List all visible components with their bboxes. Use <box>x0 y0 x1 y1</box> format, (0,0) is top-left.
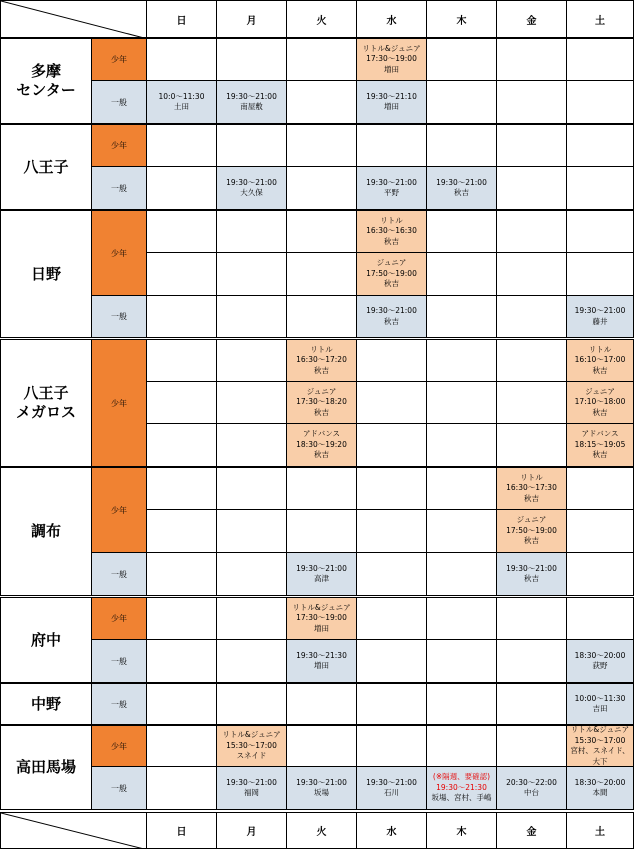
class-cell <box>497 553 567 596</box>
empty-cell <box>357 510 427 553</box>
empty-cell <box>357 424 427 467</box>
empty-cell <box>287 124 357 167</box>
empty-cell <box>427 81 497 124</box>
class-line: 10:00〜11:30 <box>574 693 626 703</box>
class-line: 荻野 <box>592 661 608 670</box>
class-line: 18:30〜20:00 <box>574 777 626 787</box>
empty-cell <box>217 253 287 296</box>
category-junior: 少年 <box>92 124 147 167</box>
empty-cell <box>217 339 287 382</box>
class-line: 17:30〜19:00 <box>296 613 347 623</box>
empty-cell <box>357 339 427 382</box>
class-cell <box>357 210 427 253</box>
class-cell <box>567 296 634 338</box>
empty-cell <box>567 467 634 510</box>
category-general: 一般 <box>92 767 147 810</box>
empty-cell <box>357 725 427 767</box>
empty-cell <box>427 597 497 640</box>
footer-day-6: 土 <box>567 812 634 849</box>
class-line: 藤井 <box>592 316 608 326</box>
class-cell <box>357 81 427 124</box>
empty-cell <box>287 81 357 124</box>
class-line: スネイド <box>236 751 267 761</box>
empty-cell <box>567 253 634 296</box>
empty-cell <box>357 124 427 167</box>
location-name: 中野 <box>0 683 92 725</box>
class-line: 19:30〜21:30 <box>436 782 487 792</box>
class-line: 18:15〜19:05 <box>574 439 626 449</box>
category-junior: 少年 <box>92 467 147 553</box>
empty-cell <box>287 725 357 767</box>
empty-cell <box>497 725 567 767</box>
empty-cell <box>147 467 217 510</box>
class-line: ジュニア <box>585 386 615 396</box>
class-line: リトル <box>310 344 333 354</box>
class-line: 秋吉 <box>592 365 608 375</box>
class-cell <box>567 683 634 725</box>
empty-cell <box>147 382 217 424</box>
class-line: リトル&ジュニア <box>292 602 351 612</box>
class-line: リトル <box>588 344 612 354</box>
class-cell <box>287 382 357 424</box>
class-line: 19:30〜21:10 <box>366 91 417 101</box>
location-name: 八王子 メガロス <box>0 339 92 467</box>
header-day-2: 火 <box>287 0 357 38</box>
header-corner <box>0 0 147 38</box>
empty-cell <box>497 253 567 296</box>
class-line: 秋吉 <box>314 450 329 460</box>
empty-cell <box>427 683 497 725</box>
category-general: 一般 <box>92 640 147 683</box>
class-line: 増田 <box>384 102 399 111</box>
empty-cell <box>147 597 217 640</box>
class-line: 19:30〜21:00 <box>226 177 277 187</box>
class-cell <box>497 467 567 510</box>
footer-corner <box>0 812 147 849</box>
class-cell <box>147 81 217 124</box>
category-junior: 少年 <box>92 339 147 467</box>
empty-cell <box>217 640 287 683</box>
class-line: 19:30〜21:00 <box>296 563 347 573</box>
class-cell <box>567 640 634 683</box>
empty-cell <box>567 167 634 210</box>
empty-cell <box>497 597 567 640</box>
class-cell <box>497 510 567 553</box>
empty-cell <box>427 382 497 424</box>
class-cell <box>567 725 634 767</box>
empty-cell <box>427 253 497 296</box>
footer-day-5: 金 <box>497 812 567 849</box>
class-line: リトル <box>380 215 403 225</box>
empty-cell <box>567 510 634 553</box>
empty-cell <box>287 296 357 338</box>
footer-day-0: 日 <box>147 812 217 849</box>
empty-cell <box>357 683 427 725</box>
class-line: 坂場、宮村、手嶋 <box>431 793 492 803</box>
class-cell <box>357 253 427 296</box>
empty-cell <box>217 553 287 596</box>
location-name: 多摩 センター <box>0 38 92 124</box>
class-line: 19:30〜21:00 <box>574 306 626 315</box>
empty-cell <box>427 640 497 683</box>
class-line: 15:30〜17:00 <box>574 735 626 745</box>
empty-cell <box>427 467 497 510</box>
empty-cell <box>497 296 567 338</box>
empty-cell <box>497 167 567 210</box>
class-line: 16:30〜17:20 <box>296 355 347 365</box>
empty-cell <box>567 38 634 81</box>
empty-cell <box>217 597 287 640</box>
class-line: リトル&ジュニア <box>222 730 281 740</box>
class-line: 秋吉 <box>592 450 608 460</box>
empty-cell <box>217 683 287 725</box>
header-day-0: 日 <box>147 0 217 38</box>
empty-cell <box>147 210 217 253</box>
empty-cell <box>357 640 427 683</box>
empty-cell <box>497 339 567 382</box>
class-line: ジュニア <box>376 258 407 268</box>
class-line: ジュニア <box>516 515 547 525</box>
category-general: 一般 <box>92 553 147 596</box>
class-cell <box>357 296 427 338</box>
diagonal-line <box>1 1 147 38</box>
class-line: 19:30〜21:00 <box>226 777 277 787</box>
class-line: 平野 <box>384 188 399 197</box>
category-general: 一般 <box>92 81 147 124</box>
empty-cell <box>567 81 634 124</box>
class-cell <box>287 767 357 810</box>
empty-cell <box>147 167 217 210</box>
class-line: 18:30〜19:20 <box>296 439 347 449</box>
empty-cell <box>427 296 497 338</box>
class-line: 大下 <box>592 756 608 766</box>
class-line: 吉田 <box>592 704 608 713</box>
empty-cell <box>217 382 287 424</box>
class-line: ジュニア <box>306 386 337 396</box>
empty-cell <box>147 640 217 683</box>
class-cell <box>427 767 497 810</box>
class-line: 秋吉 <box>314 407 329 417</box>
empty-cell <box>497 38 567 81</box>
class-line: 19:30〜21:00 <box>296 777 347 787</box>
class-line: 16:30〜16:30 <box>366 226 417 236</box>
class-line: 19:30〜21:00 <box>366 306 417 315</box>
empty-cell <box>567 597 634 640</box>
empty-cell <box>567 210 634 253</box>
class-line: 15:30〜17:00 <box>226 740 277 750</box>
location-name: 日野 <box>0 210 92 338</box>
class-cell <box>357 38 427 81</box>
class-line: 秋吉 <box>524 493 539 503</box>
empty-cell <box>357 597 427 640</box>
class-line: 17:50〜19:00 <box>366 268 417 278</box>
empty-cell <box>427 124 497 167</box>
class-cell <box>287 424 357 467</box>
footer-day-4: 木 <box>427 812 497 849</box>
class-line: 17:10〜18:00 <box>574 397 626 407</box>
class-line: (※隔週、要確認) <box>432 772 491 782</box>
empty-cell <box>217 38 287 81</box>
class-line: リトル <box>520 472 543 482</box>
class-line: 19:30〜21:00 <box>506 563 557 573</box>
empty-cell <box>497 424 567 467</box>
class-line: 19:30〜21:00 <box>366 777 417 787</box>
class-cell <box>567 767 634 810</box>
class-cell <box>357 767 427 810</box>
class-line: アドバンス <box>581 429 619 439</box>
empty-cell <box>497 81 567 124</box>
footer-day-1: 月 <box>217 812 287 849</box>
empty-cell <box>147 38 217 81</box>
empty-cell <box>427 339 497 382</box>
header-day-4: 木 <box>427 0 497 38</box>
location-name: 調布 <box>0 467 92 596</box>
class-cell <box>287 597 357 640</box>
empty-cell <box>147 510 217 553</box>
class-line: 増田 <box>384 64 399 74</box>
empty-cell <box>147 339 217 382</box>
class-cell <box>217 81 287 124</box>
empty-cell <box>287 210 357 253</box>
class-line: 土田 <box>174 102 189 111</box>
class-line: 増田 <box>314 661 329 670</box>
class-cell <box>497 767 567 810</box>
class-line: 秋吉 <box>314 365 329 375</box>
class-line: 19:30〜21:30 <box>296 650 347 660</box>
class-cell <box>217 167 287 210</box>
class-line: 20:30〜22:00 <box>506 777 557 787</box>
class-line: 坂場 <box>314 788 329 797</box>
class-line: 17:50〜19:00 <box>506 525 557 535</box>
empty-cell <box>497 382 567 424</box>
empty-cell <box>147 553 217 596</box>
class-cell <box>567 382 634 424</box>
class-line: 秋吉 <box>454 188 469 197</box>
class-line: 19:30〜21:00 <box>366 177 417 187</box>
empty-cell <box>217 467 287 510</box>
category-junior: 少年 <box>92 38 147 81</box>
class-line: 17:30〜19:00 <box>366 54 417 64</box>
class-line: 高津 <box>314 574 329 583</box>
category-junior: 少年 <box>92 210 147 296</box>
empty-cell <box>147 725 217 767</box>
empty-cell <box>427 210 497 253</box>
class-line: 福岡 <box>244 788 259 797</box>
class-line: リトル&ジュニア <box>362 43 421 53</box>
class-cell <box>217 767 287 810</box>
empty-cell <box>427 510 497 553</box>
class-line: 秋吉 <box>384 279 399 289</box>
empty-cell <box>217 124 287 167</box>
location-name: 高田馬場 <box>0 725 92 810</box>
empty-cell <box>357 467 427 510</box>
empty-cell <box>147 683 217 725</box>
class-cell <box>287 640 357 683</box>
class-line: 秋吉 <box>524 574 539 583</box>
header-day-3: 水 <box>357 0 427 38</box>
empty-cell <box>497 210 567 253</box>
class-line: 石川 <box>384 788 399 797</box>
class-cell <box>217 725 287 767</box>
class-cell <box>357 167 427 210</box>
header-day-6: 土 <box>567 0 634 38</box>
class-line: 秋吉 <box>592 407 608 417</box>
empty-cell <box>567 553 634 596</box>
class-line: 秋吉 <box>384 316 399 326</box>
class-cell <box>287 553 357 596</box>
empty-cell <box>287 467 357 510</box>
empty-cell <box>497 683 567 725</box>
empty-cell <box>357 382 427 424</box>
class-cell <box>287 339 357 382</box>
empty-cell <box>147 767 217 810</box>
diagonal-line <box>1 813 147 849</box>
class-line: 増田 <box>314 623 329 633</box>
header-day-5: 金 <box>497 0 567 38</box>
empty-cell <box>427 424 497 467</box>
empty-cell <box>567 124 634 167</box>
empty-cell <box>147 296 217 338</box>
class-line: 秋吉 <box>384 236 399 246</box>
class-line: 南屋敷 <box>240 102 263 111</box>
location-name: 府中 <box>0 597 92 683</box>
header-day-1: 月 <box>217 0 287 38</box>
class-line: リトル&ジュニア <box>570 725 630 734</box>
class-line: 18:30〜20:00 <box>574 650 626 660</box>
class-line: 本間 <box>592 788 608 797</box>
category-junior: 少年 <box>92 725 147 767</box>
class-cell <box>427 167 497 210</box>
empty-cell <box>147 253 217 296</box>
empty-cell <box>147 124 217 167</box>
class-line: 中台 <box>524 788 539 797</box>
class-line: 16:30〜17:30 <box>506 483 557 493</box>
class-line: 19:30〜21:00 <box>436 177 487 187</box>
class-line: 19:30〜21:00 <box>226 91 277 101</box>
empty-cell <box>287 38 357 81</box>
class-line: 10:0〜11:30 <box>158 91 205 101</box>
location-name: 八王子 <box>0 124 92 210</box>
empty-cell <box>427 725 497 767</box>
empty-cell <box>217 510 287 553</box>
category-general: 一般 <box>92 683 147 725</box>
empty-cell <box>427 553 497 596</box>
category-junior: 少年 <box>92 597 147 640</box>
class-line: 大久保 <box>240 188 263 197</box>
empty-cell <box>217 424 287 467</box>
class-cell <box>567 339 634 382</box>
empty-cell <box>287 510 357 553</box>
class-line: 秋吉 <box>524 536 539 546</box>
class-line: アドバンス <box>302 429 341 439</box>
empty-cell <box>147 424 217 467</box>
class-line: 16:10〜17:00 <box>574 355 626 365</box>
footer-day-2: 火 <box>287 812 357 849</box>
empty-cell <box>287 253 357 296</box>
class-line: 17:30〜18:20 <box>296 397 347 407</box>
footer-day-3: 水 <box>357 812 427 849</box>
empty-cell <box>497 124 567 167</box>
empty-cell <box>287 167 357 210</box>
empty-cell <box>357 553 427 596</box>
empty-cell <box>427 38 497 81</box>
class-cell <box>567 424 634 467</box>
empty-cell <box>217 210 287 253</box>
empty-cell <box>497 640 567 683</box>
empty-cell <box>217 296 287 338</box>
empty-cell <box>287 683 357 725</box>
class-line: 宮村、スネイド、 <box>570 746 630 755</box>
category-general: 一般 <box>92 167 147 210</box>
category-general: 一般 <box>92 296 147 338</box>
